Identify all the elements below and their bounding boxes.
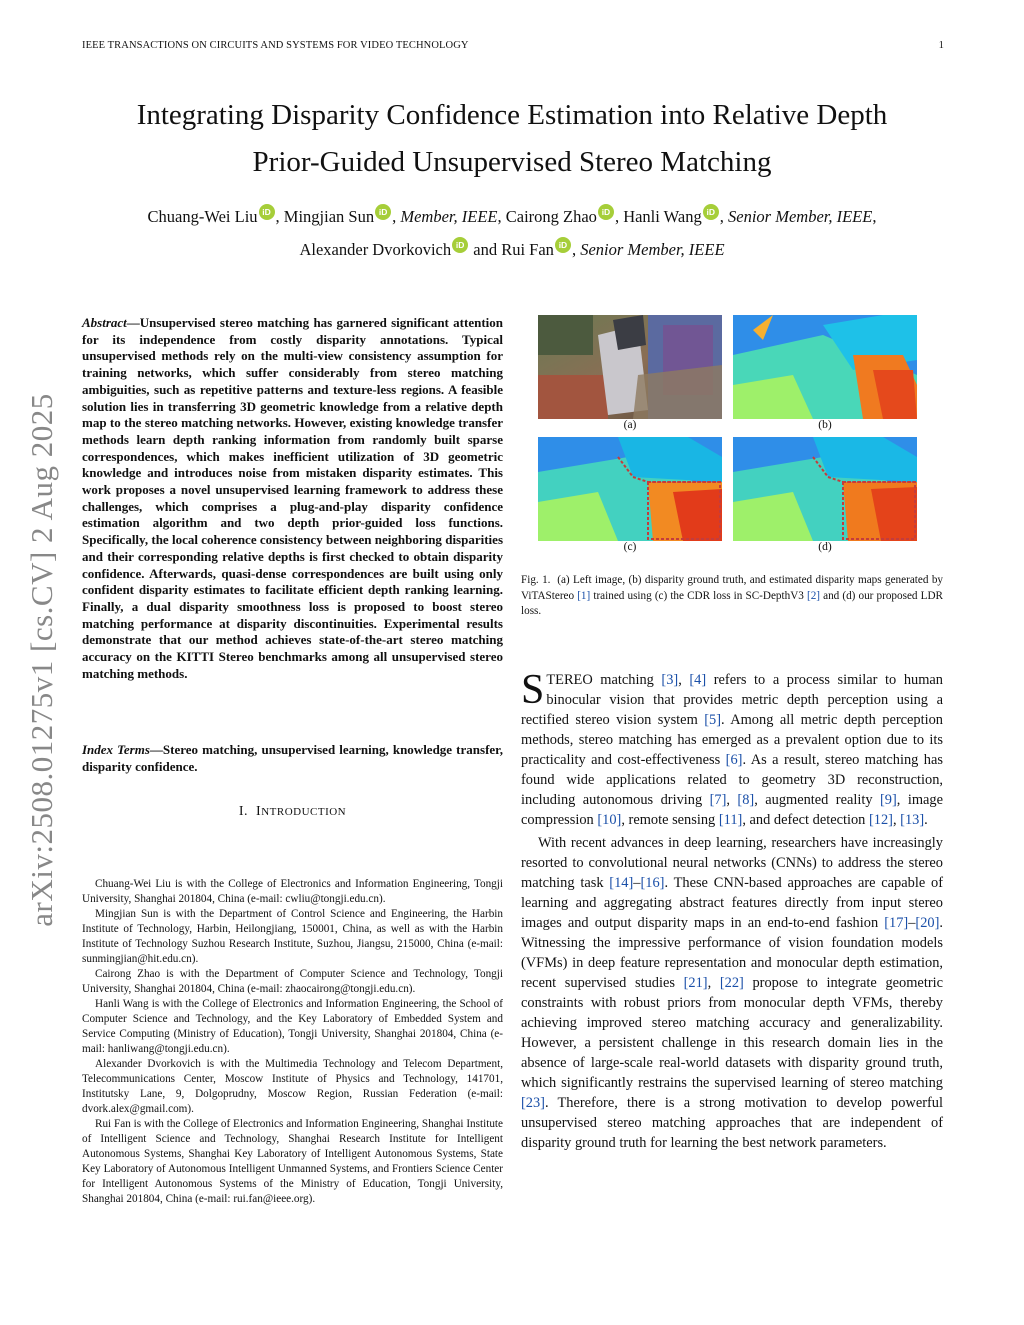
caption-text: and (d) our proposed LDR loss. bbox=[521, 589, 943, 617]
ldr-disparity-illustration bbox=[733, 437, 917, 541]
panel-label: (d) bbox=[818, 541, 832, 553]
section-title-initial: I bbox=[256, 804, 262, 819]
footnote: Alexander Dvorkovich is with the Multimedia Technology and Telecom Department, Telecommunications Center, Moscow Institute of Physics and Technology, 141701, Institutsky Lane, 9, Dolgoprudny, Moscow Region, Russian Federation (e-mail: dvork.alex@gmail.com). bbox=[82, 1058, 503, 1115]
section-title-rest: NTRODUCTION bbox=[261, 806, 347, 818]
arxiv-stamp-text: arXiv:2508.01275v1 [cs.CV] 2 Aug 2025 bbox=[24, 393, 59, 927]
body-text: . As a result, stereo matching has found wide applications related to geometry 3D reconstruction, including autonomous driving bbox=[521, 752, 943, 808]
body-text: TEREO matching bbox=[546, 672, 662, 688]
footnote: Hanli Wang is with the College of Electronics and Information Engineering, the School of Computer Science and Technology, and the Key Laboratory of Embedded System and Service Computing (Ministry of Education), Tongji University, Shanghai 201804, China (e-mail: hanliwang@tongji.edu.cn). bbox=[82, 998, 503, 1055]
citation-link[interactable]: [5] bbox=[704, 712, 721, 728]
author-name: Mingjian Sun bbox=[283, 207, 375, 226]
author-name: Alexander Dvorkovich bbox=[299, 240, 452, 259]
citation-link[interactable]: [22] bbox=[719, 975, 744, 991]
body-text: , augmented reality bbox=[754, 792, 881, 808]
citation-link[interactable]: [10] bbox=[597, 812, 622, 828]
section-heading bbox=[82, 804, 503, 820]
body-text: , bbox=[892, 812, 901, 828]
affiliation-footnotes bbox=[82, 877, 503, 1207]
author-line-1: Chuang-Wei Liu iD , Mingjian Sun iD , Member, IEEE, Cairong Zhao iD , Hanli Wang iD , Senior Member, IEEE, bbox=[60, 200, 964, 233]
orcid-icon[interactable]: iD bbox=[452, 237, 468, 253]
caption-text: trained using (c) the CDR loss in SC-DepthV3 bbox=[590, 589, 807, 602]
introduction-body bbox=[521, 667, 943, 1153]
citation-link[interactable]: [7] bbox=[709, 792, 727, 808]
abstract bbox=[82, 315, 503, 682]
author-line-2: Alexander Dvorkovich iD and Rui Fan iD , Senior Member, IEEE bbox=[60, 233, 964, 266]
body-text: . Therefore, there is a strong motivation to develop powerful unsupervised stereo matching approaches that are independent of disparity ground truth for learning the best network parameters. bbox=[521, 1095, 943, 1151]
footnote: Rui Fan is with the College of Electronics and Information Engineering, Shanghai Institute of Intelligent Science and Technology, Shanghai Research Institute for Intelligent Autonomous Systems, Shanghai Key Laboratory of Intelligent Autonomous Systems, State Key Laboratory of Autonomous Intelligent Unmanned Systems, and Frontiers Science Center for Intelligent Autonomous Systems of the Ministry of Education, Tongji University, Shanghai 201804, China (e-mail: rui.fan@ieee.org). bbox=[82, 1118, 503, 1205]
body-text: propose to integrate geometric constraints with robust priors from monocular depth VFMs, thereby achieving improved stereo matching accuracy and generalizability. However, a persistent challenge in this research domain lies in the absence of large-scale real-world datasets with disparity ground truth, which significantly restrains the supervised learning of stereo matching bbox=[521, 975, 943, 1091]
body-text: , bbox=[707, 975, 720, 991]
orcid-icon[interactable]: iD bbox=[555, 237, 571, 253]
body-text: , bbox=[726, 792, 738, 808]
panel-label: (b) bbox=[818, 419, 832, 431]
figure-1 bbox=[538, 315, 920, 555]
figure-panel-ldr-result bbox=[733, 437, 917, 541]
citation-link[interactable]: [3] bbox=[661, 672, 679, 688]
left-image-illustration bbox=[538, 315, 722, 419]
body-text: refers to a process similar to human binocular vision that provides metric depth perception using a rectified stereo vision system bbox=[521, 672, 943, 728]
orcid-icon[interactable]: iD bbox=[598, 204, 614, 220]
body-text: . bbox=[924, 812, 928, 828]
body-text: , image compression bbox=[521, 792, 943, 828]
intro-paragraph-2 bbox=[521, 833, 943, 1153]
author-conjunction: and bbox=[473, 240, 498, 259]
author-list bbox=[60, 200, 964, 266]
citation-link[interactable]: [1] bbox=[577, 589, 591, 602]
citation-link[interactable]: [23] bbox=[521, 1095, 545, 1111]
abstract-text: —Unsupervised stereo matching has garnered significant attention for its independence from costly disparity annotations. Typical unsupervised methods rely on the multi-view consistency assumption for training networks, which suffer considerably from stereo matching ambiguities, such as repetitive patterns and texture-less regions. A feasible solution lies in transferring 3D geometric knowledge from a relative depth map to the stereo matching networks. However, existing knowledge transfer methods learn depth ranking information from randomly built sparse correspondences, which makes inefficient utilization of 3D geometric knowledge and introduces noise from mistaken disparity estimates. This work proposes a novel unsupervised learning framework to address these challenges, which comprises a plug-and-play disparity confidence estimation algorithm and two depth prior-guided loss functions. Specifically, the local coherence consistency between neighboring disparities and their corresponding relative depths is first checked to obtain disparity confidence. Afterwards, quasi-dense correspondences are built using only confident disparity estimates to facilitate efficient depth ranking learning. Finally, a dual disparity smoothness loss is proposed to boost stereo matching performance at disparity discontinuities. Experimental results demonstrate that our method achieves state-of-the-art stereo matching accuracy on the KITTI Stereo benchmarks among all unsupervised stereo matching methods. bbox=[82, 315, 503, 681]
author-role: Senior Member, IEEE bbox=[580, 240, 725, 259]
intro-paragraph-1 bbox=[521, 667, 943, 830]
orcid-icon[interactable]: iD bbox=[375, 204, 391, 220]
author-role: Senior Member, IEEE bbox=[728, 207, 873, 226]
body-text: . These CNN-based approaches are capable of learning and aggregating abstract features directly from input stereo images and output disparity maps in an end-to-end fashion bbox=[521, 875, 943, 931]
body-text: . Among all metric depth perception methods, stereo matching has emerged as a prevalent option due to its practicality and cost-effectiveness bbox=[521, 712, 943, 768]
body-text: . Witnessing the impressive performance of vision foundation models (VFMs) in deep feature representation and monocular depth estimation, recent supervised studies bbox=[521, 915, 943, 991]
title-line-1: Integrating Disparity Confidence Estimation into Relative Depth bbox=[136, 99, 888, 131]
paper-title bbox=[60, 92, 964, 186]
page-number: 1 bbox=[938, 40, 944, 51]
journal-name: IEEE TRANSACTIONS ON CIRCUITS AND SYSTEMS FOR VIDEO TECHNOLOGY bbox=[82, 40, 469, 51]
citation-link[interactable]: [2] bbox=[806, 589, 821, 602]
body-text: , remote sensing bbox=[621, 812, 719, 828]
author-name: Rui Fan bbox=[501, 240, 554, 259]
citation-link[interactable]: [13] bbox=[900, 812, 925, 828]
body-text: – bbox=[633, 875, 641, 891]
citation-link[interactable]: [21] bbox=[683, 975, 708, 991]
orcid-icon[interactable]: iD bbox=[703, 204, 719, 220]
citation-link[interactable]: [14] bbox=[609, 875, 634, 891]
panel-label: (a) bbox=[623, 419, 637, 431]
author-name: Chuang-Wei Liu bbox=[147, 207, 258, 226]
author-role: Member, IEEE bbox=[400, 207, 498, 226]
body-text: – bbox=[908, 915, 916, 931]
citation-link[interactable]: [20] bbox=[915, 915, 940, 931]
footnote: Mingjian Sun is with the Department of Control Science and Engineering, the Harbin Institute of Technology, Harbin, Heilongjiang, 150001, China, as well as with the Harbin Institute of Technology Suzhou Research Institute, Suzhou, Jiangsu, 215000, China (e-mail: sunmingjian@hit.edu.cn). bbox=[82, 908, 503, 965]
citation-link[interactable]: [6] bbox=[725, 752, 743, 768]
footnote: Chuang-Wei Liu is with the College of Electronics and Information Engineering, Tongji University, Shanghai 201804, China (e-mail: cwliu@tongji.edu.cn). bbox=[82, 878, 503, 905]
footnote: Cairong Zhao is with the Department of Computer Science and Technology, Tongji University, Shanghai 201804, China (e-mail: zhaocairong@tongji.edu.cn). bbox=[82, 968, 503, 995]
ground-truth-disparity-illustration bbox=[733, 315, 917, 419]
body-text: With recent advances in deep learning, researchers have increasingly resorted to convolutional neural networks (CNNs) to address the stereo matching task bbox=[521, 835, 943, 891]
citation-link[interactable]: [17] bbox=[884, 915, 909, 931]
caption-text: (a) Left image, (b) disparity ground truth, and estimated disparity maps generated by ViTAStereo bbox=[521, 574, 944, 602]
caption-prefix: Fig. 1. bbox=[521, 574, 551, 586]
figure-panel-left-image bbox=[538, 315, 722, 419]
intro-paragraph-2-text bbox=[521, 835, 943, 1151]
figure-panel-ground-truth bbox=[733, 315, 917, 419]
author-name: Cairong Zhao bbox=[505, 207, 597, 226]
intro-paragraph-1-text bbox=[521, 667, 943, 828]
figure-panel-cdr-result bbox=[538, 437, 722, 541]
author-name: Hanli Wang bbox=[623, 207, 702, 226]
citation-link[interactable]: [4] bbox=[689, 672, 707, 688]
title-line-2: Prior-Guided Unsupervised Stereo Matching bbox=[252, 146, 772, 178]
citation-link[interactable]: [8] bbox=[737, 792, 755, 808]
citation-link[interactable]: [11] bbox=[718, 812, 743, 828]
arxiv-stamp bbox=[12, 360, 72, 960]
index-terms-text: —Stereo matching, unsupervised learning, knowledge transfer, disparity confidence. bbox=[82, 742, 503, 774]
citation-link[interactable]: [12] bbox=[868, 812, 893, 828]
drop-cap: S bbox=[521, 667, 545, 713]
panel-label: (c) bbox=[623, 541, 637, 553]
running-header bbox=[82, 40, 944, 51]
abstract-label: Abstract bbox=[82, 315, 127, 330]
cdr-disparity-illustration bbox=[538, 437, 722, 541]
index-terms-label: Index Terms bbox=[82, 742, 150, 757]
index-terms bbox=[82, 742, 503, 775]
orcid-icon[interactable]: iD bbox=[259, 204, 275, 220]
citation-link[interactable]: [16] bbox=[640, 875, 665, 891]
section-numeral: I. bbox=[238, 804, 249, 819]
body-text: , bbox=[678, 672, 690, 688]
body-text: , and defect detection bbox=[742, 812, 869, 828]
citation-link[interactable]: [9] bbox=[880, 792, 897, 808]
figure-caption bbox=[521, 573, 943, 620]
